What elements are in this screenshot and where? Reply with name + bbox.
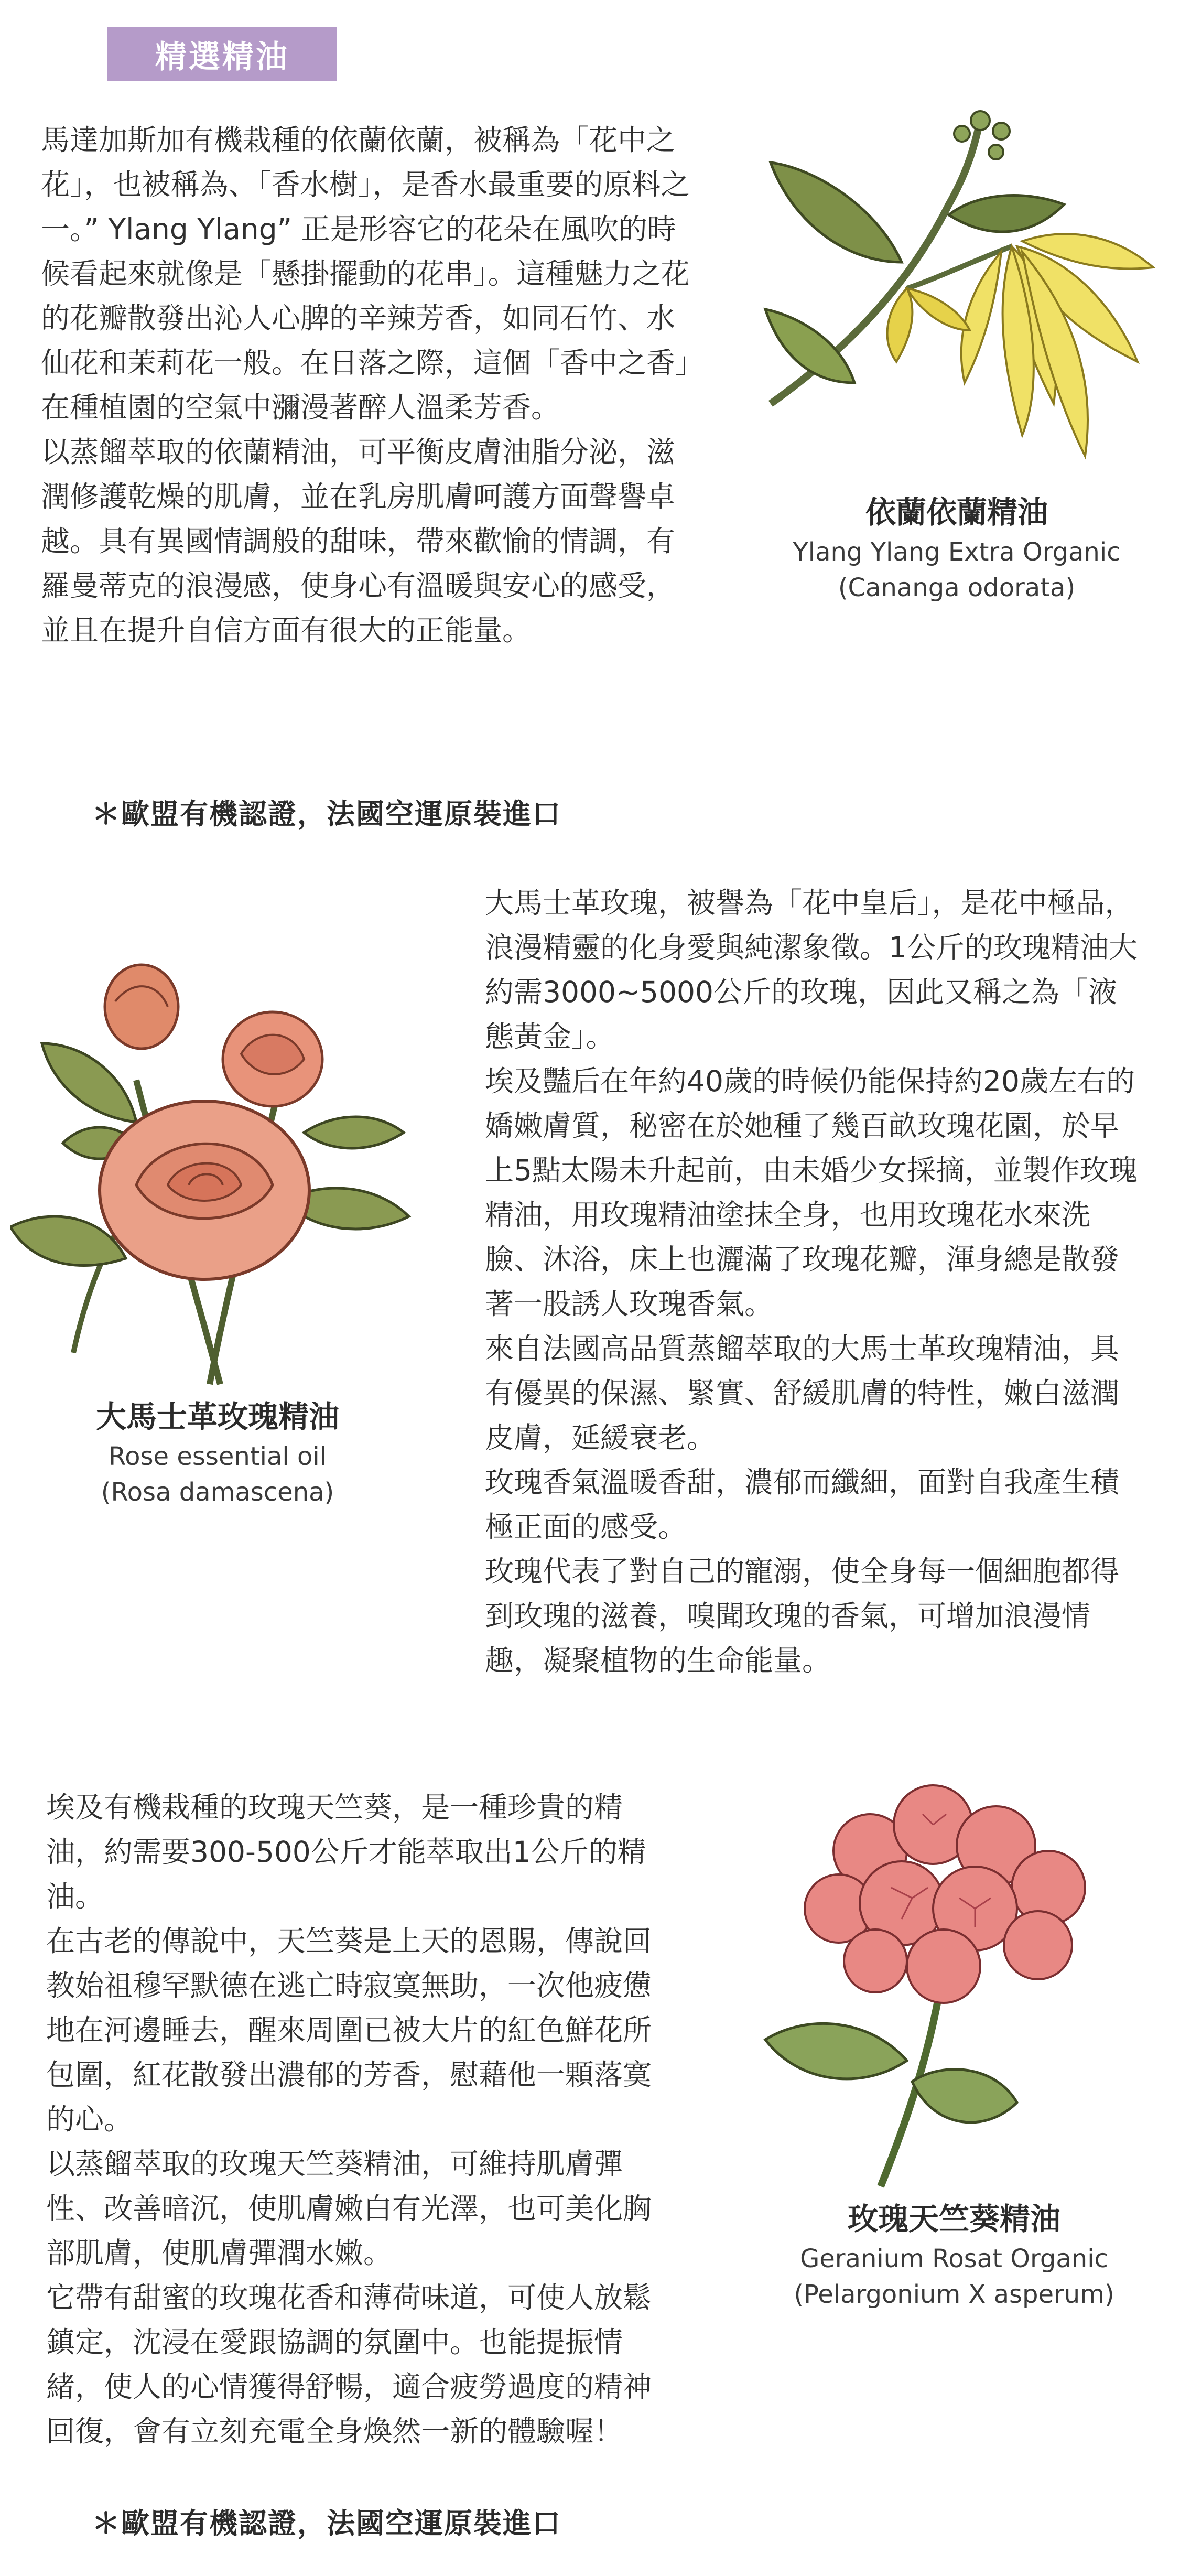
rose-paragraph-1: 大馬士革玫瑰，被譽為「花中皇后」，是花中極品，浪漫精靈的化身愛與純潔象徵。1公斤的玫瑰精油大約需3000~5000公斤的玫瑰，因此又稱之為「液態黃金」。 xyxy=(485,886,1138,1053)
geranium-paragraph-2: 在古老的傳說中，天竺葵是上天的恩賜，傳說回教始祖穆罕默德在逃亡時寂寞無助，一次他疲憊地在河邊睡去，醒來周圍已被大片的紅色鮮花所包圍，紅花散發出濃郁的芳香，慰藉他一顆落寞的心。 xyxy=(46,1924,652,2136)
ylang-ylang-illustration xyxy=(750,89,1164,488)
geranium-caption xyxy=(755,2197,1153,2312)
rose-paragraph-2: 埃及豔后在年約40歲的時候仍能保持約20歲左右的嬌嫩膚質，秘密在於她種了幾百畝玫瑰花園，於早上5點太陽未升起前，由未婚少女採摘，並製作玫瑰精油，用玫瑰精油塗抹全身，也用玫瑰花水來洗臉、沐浴，床上也灑滿了玫瑰花瓣，渾身總是散發著一股誘人玫瑰香氣。 xyxy=(485,1064,1138,1321)
rose-illustration xyxy=(10,954,425,1389)
ylang-name-en: Ylang Ylang Extra Organic xyxy=(793,537,1121,567)
ylang-name-cn: 依蘭依蘭精油 xyxy=(865,494,1048,530)
ylang-certification-note: ＊歐盟有機認證，法國空運原裝進口 xyxy=(92,797,561,831)
geranium-illustration xyxy=(755,1767,1153,2197)
section-badge: 精選精油 xyxy=(107,27,337,81)
geranium-paragraph-1: 埃及有機栽種的玫瑰天竺葵，是一種珍貴的精油，約需要300-500公斤才能萃取出1公斤的精油。 xyxy=(46,1791,646,1913)
ylang-paragraph-1: 馬達加斯加有機栽種的依蘭依蘭，被稱為「花中之花」，也被稱為、「香水樹」，是香水最重要的原料之一。” Ylang Ylang” 正是形容它的花朵在風吹的時候看起來就像是「懸掛擺動的花串」。這種魅力之花的花瓣散發出沁人心脾的辛辣芳香，如同石竹、水仙花和茉莉花一般。在日落之際，這個「香中之香」在種植園的空氣中瀰漫著醉人溫柔芳香。 xyxy=(41,123,690,424)
geranium-paragraph-4: 它帶有甜蜜的玫瑰花香和薄荷味道，可使人放鬆鎮定，沈浸在愛跟協調的氛圍中。也能提振情緒，使人的心情獲得舒暢，適合疲勞過度的精神回復，會有立刻充電全身煥然一新的體驗喔！ xyxy=(46,2281,652,2448)
ylang-description xyxy=(41,118,701,653)
geranium-latin-name: (Pelargonium X asperum) xyxy=(794,2280,1114,2309)
geranium-name-en: Geranium Rosat Organic xyxy=(800,2244,1108,2273)
rose-latin-name: (Rosa damascena) xyxy=(101,1478,334,1507)
rose-name-cn: 大馬士革玫瑰精油 xyxy=(95,1399,339,1435)
geranium-certification-note: ＊歐盟有機認證，法國空運原裝進口 xyxy=(92,2507,561,2540)
ylang-paragraph-2: 以蒸餾萃取的依蘭精油，可平衡皮膚油脂分泌，滋潤修護乾燥的肌膚，並在乳房肌膚呵護方面聲譽卓越。具有異國情調般的甜味，帶來歡愉的情調，有羅曼蒂克的浪漫感，使身心有溫暖與安心的感受，並且在提升自信方面有很大的正能量。 xyxy=(41,435,676,647)
ylang-caption xyxy=(750,490,1164,606)
geranium-name-cn: 玫瑰天竺葵精油 xyxy=(847,2201,1060,2237)
geranium-description xyxy=(46,1785,675,2454)
rose-paragraph-3: 來自法國高品質蒸餾萃取的大馬士革玫瑰精油，具有優異的保濕、緊實、舒緩肌膚的特性，嫩白滋潤皮膚，延緩衰老。 xyxy=(485,1332,1120,1454)
rose-description xyxy=(485,881,1140,1683)
geranium-paragraph-3: 以蒸餾萃取的玫瑰天竺葵精油，可維持肌膚彈性、改善暗沉，使肌膚嫩白有光澤，也可美化胸部肌膚，使肌膚彈潤水嫩。 xyxy=(46,2147,652,2270)
rose-paragraph-4: 玫瑰香氣溫暖香甜，濃郁而纖細，面對自我產生積極正面的感受。 xyxy=(485,1465,1120,1544)
rose-name-en: Rose essential oil xyxy=(108,1442,327,1471)
ylang-latin-name: (Cananga odorata) xyxy=(838,573,1076,602)
rose-caption xyxy=(10,1395,425,1510)
rose-paragraph-5: 玫瑰代表了對自己的寵溺，使全身每一個細胞都得到玫瑰的滋養，嗅聞玫瑰的香氣，可增加浪漫情趣，凝聚植物的生命能量。 xyxy=(485,1555,1120,1677)
